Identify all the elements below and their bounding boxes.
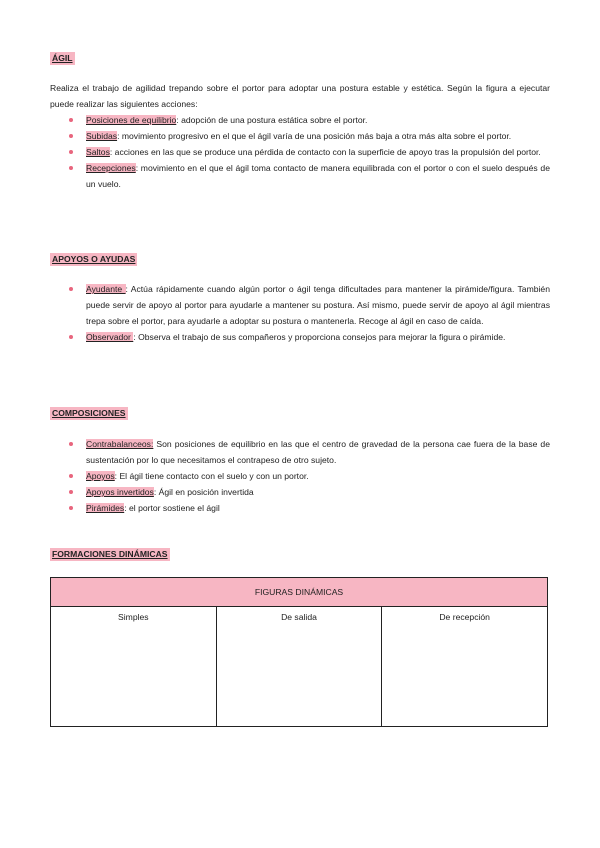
definition: : Ágil en posición invertida [153, 487, 254, 497]
list-item [50, 484, 550, 500]
term: Ayudante [86, 284, 126, 294]
bullet-icon [69, 134, 73, 138]
bullet-icon [69, 442, 73, 446]
term: Recepciones [86, 163, 136, 173]
term: Observador [86, 332, 134, 342]
definition: : Observa el trabajo de sus compañeros y proporciona consejos para mejorar la figura o pirámide. [133, 332, 506, 342]
list-item [50, 500, 550, 516]
heading-apoyos: APOYOS O AYUDAS [52, 254, 136, 264]
composiciones-list [50, 436, 550, 516]
definition: Son posiciones de equilibrio en las que el centro de gravedad de la persona cae fuera de la base de sustentación por lo que necesitamos el contrapeso de otro sujeto. [86, 439, 550, 465]
definition: : adopción de una postura estática sobre el portor. [176, 115, 368, 125]
definition: : el portor sostiene el ágil [124, 503, 220, 513]
agil-actions-list [50, 112, 550, 192]
bullet-icon [69, 166, 73, 170]
list-item [50, 281, 550, 329]
bullet-icon [69, 150, 73, 154]
term: Saltos [86, 147, 110, 157]
apoyos-list [50, 281, 550, 345]
term: Pirámides [86, 503, 125, 513]
list-item [50, 436, 550, 468]
bullet-icon [69, 118, 73, 122]
definition: : acciones en las que se produce una pérdida de contacto con la superficie de apoyo tras la propulsión del portor. [109, 147, 541, 157]
agil-intro: Realiza el trabajo de agilidad trepando sobre el portor para adoptar una postura estable y estética. Según la figura a ejecutar puede realizar las siguientes acciones: [50, 83, 550, 109]
list-item [50, 112, 550, 128]
column-de-salida: De salida [216, 607, 382, 727]
column-de-recepcion: De recepción [382, 607, 548, 727]
term: Posiciones de equilibrio [86, 115, 177, 125]
heading-composiciones: COMPOSICIONES [52, 408, 126, 418]
term: Contrabalanceos: [86, 439, 154, 449]
bullet-icon [69, 335, 73, 339]
definition: : movimiento en el que el ágil toma contacto de manera equilibrada con el portor o con el suelo después de un vuelo. [86, 163, 550, 189]
table-title: FIGURAS DINÁMICAS [51, 578, 548, 607]
list-item [50, 144, 550, 160]
definition: : movimiento progresivo en el que el ágil varía de una posición más baja a otra más alta sobre el portor. [117, 131, 512, 141]
figuras-dinamicas-table [50, 577, 548, 727]
bullet-icon [69, 287, 73, 291]
column-simples: Simples [51, 607, 217, 727]
term: Subidas [86, 131, 118, 141]
heading-formaciones: FORMACIONES DINÁMICAS [52, 549, 168, 559]
bullet-icon [69, 474, 73, 478]
list-item [50, 160, 550, 192]
list-item [50, 468, 550, 484]
definition: : Actúa rápidamente cuando algún portor o ágil tenga dificultades para mantener la pirámide/figura. También puede servir de apoyo al portor para ayudarle a mantener su postura. Así mismo, puede servir de apoyo al ágil mientras trepa sobre el portor, para ayudarle a adoptar su postura o mantenerla. Recoge al ágil en caso de caída. [86, 284, 550, 326]
list-item [50, 329, 550, 345]
term: Apoyos invertidos [86, 487, 154, 497]
heading-agil: ÁGIL [52, 53, 73, 63]
definition: : El ágil tiene contacto con el suelo y con un portor. [114, 471, 309, 481]
bullet-icon [69, 506, 73, 510]
list-item [50, 128, 550, 144]
term: Apoyos [86, 471, 115, 481]
bullet-icon [69, 490, 73, 494]
